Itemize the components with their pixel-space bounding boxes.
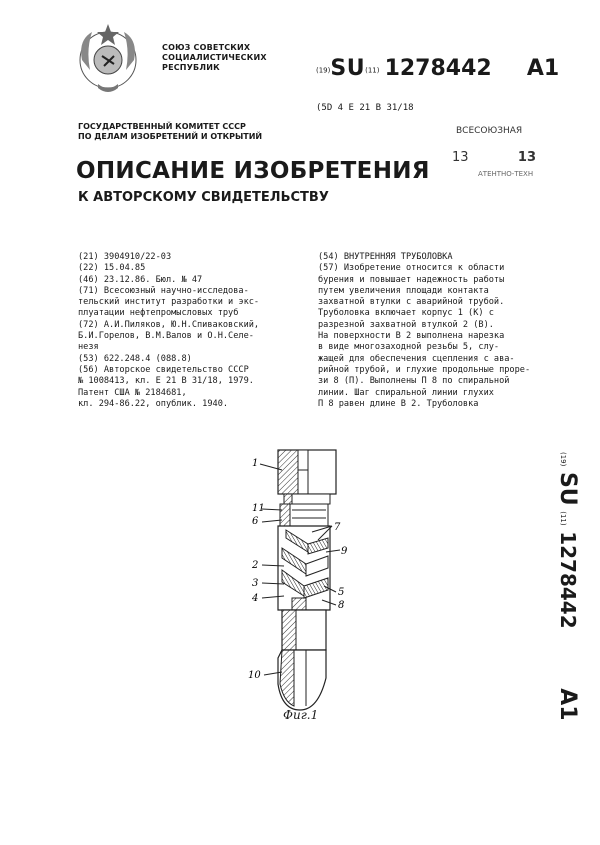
side-patent-number: 1278442 xyxy=(556,531,580,629)
committee-line: ПО ДЕЛАМ ИЗОБРЕТЕНИЙ И ОТКРЫТИЙ xyxy=(78,132,263,141)
document-title: ОПИСАНИЕ ИЗОБРЕТЕНИЯ xyxy=(76,158,430,184)
org-line: СОЦИАЛИСТИЧЕСКИХ xyxy=(162,53,267,62)
document-subtitle: К АВТОРСКОМУ СВИДЕТЕЛЬСТВУ xyxy=(78,190,329,205)
figure-label: 2 xyxy=(252,560,259,571)
committee-block xyxy=(78,122,262,142)
biblio-line: Б.И.Горелов, В.М.Валов и О.Н.Селе- xyxy=(78,331,254,342)
biblio-line: кл. 294-86.22, опублик. 1940. xyxy=(78,398,229,409)
stamp-right: 13 xyxy=(517,150,536,165)
abstract-line: разрезной захватной втулкой 2 (В). xyxy=(318,319,494,330)
committee-line: ГОСУДАРСТВЕННЫЙ КОМИТЕТ СССР xyxy=(78,122,246,131)
figure-label: 4 xyxy=(252,593,259,604)
inid-code-11: (11) xyxy=(365,66,380,75)
figure-label: 3 xyxy=(252,578,259,589)
stamp-bottom: АТЕНТНО-ТЕХН xyxy=(478,170,534,178)
biblio-line: незя xyxy=(78,342,99,353)
abstract-text xyxy=(318,252,558,410)
figure-label: 10 xyxy=(248,670,261,681)
bibliographic-data xyxy=(78,252,318,410)
library-stamp xyxy=(452,120,538,186)
abstract-line: рийной трубой, и глухие продольные проре- xyxy=(318,364,531,375)
vertical-patent-number xyxy=(540,452,580,721)
abstract-line: захватной втулки с аварийной трубой. xyxy=(318,297,505,308)
inid-code-19: (19) xyxy=(316,66,331,75)
country-block xyxy=(162,43,267,73)
biblio-line: плуатации нефтепромысловых труб xyxy=(78,308,239,319)
figure-label: 5 xyxy=(338,587,345,598)
biblio-line: (46) 23.12.86. Бюл. № 47 xyxy=(78,274,203,285)
figure-label: 7 xyxy=(334,522,341,533)
stamp-line: ВСЕСОЮЗНАЯ xyxy=(456,126,523,136)
country-code: SU xyxy=(330,56,366,81)
biblio-line: тельский институт разработки и экс- xyxy=(78,297,260,308)
biblio-line: (72) А.И.Пиляков, Ю.Н.Спиваковский, xyxy=(78,319,260,330)
technical-drawing xyxy=(248,448,358,714)
kind-code: A1 xyxy=(526,56,560,81)
biblio-line: (56) Авторское свидетельство СССР xyxy=(78,364,249,375)
abstract-line: (54) ВНУТРЕННЯЯ ТРУБОЛОВКА xyxy=(318,252,453,262)
side-inid-19: (19) xyxy=(559,452,567,467)
abstract-line: линии. Шаг спиральной линии глухих xyxy=(318,387,494,398)
side-kind-code: A1 xyxy=(555,688,580,721)
abstract-line: в виде многозаходной резьбы 5, слу- xyxy=(318,342,500,353)
figure-label: 1 xyxy=(252,458,259,469)
biblio-line: (71) Всесоюзный научно-исследова- xyxy=(78,285,249,296)
abstract-line: зи 8 (П). Выполнены П 8 по спиральной xyxy=(318,376,510,387)
abstract-line: жащей для обеспечения сцепления с ава- xyxy=(318,353,515,364)
side-inid-11: (11) xyxy=(559,511,567,526)
figure-label: 6 xyxy=(252,516,259,527)
abstract-line: путем увеличения площади контакта xyxy=(318,285,489,296)
stamp-left: 13 xyxy=(452,150,469,165)
ussr-emblem-icon xyxy=(70,20,146,96)
biblio-line: (53) 622.248.4 (088.8) xyxy=(78,353,192,364)
biblio-line: Патент США № 2184681, xyxy=(78,387,187,398)
figure-label: 8 xyxy=(338,600,345,611)
abstract-line: Труболовка включает корпус 1 (К) с xyxy=(318,308,494,319)
ipc-classification: (5D 4 E 21 B 31/18 xyxy=(316,103,414,113)
abstract-line: П 8 равен длине В 2. Труболовка xyxy=(318,398,479,409)
biblio-line: (22) 15.04.85 xyxy=(78,263,146,274)
figure-label: 11 xyxy=(252,503,265,514)
patent-number-header xyxy=(316,56,559,81)
org-line: СОЮЗ СОВЕТСКИХ xyxy=(162,43,251,52)
org-line: РЕСПУБЛИК xyxy=(162,63,220,72)
figure-caption: Фиг.1 xyxy=(283,708,319,722)
abstract-line: На поверхности В 2 выполнена нарезка xyxy=(318,331,505,342)
side-country-code: SU xyxy=(555,471,580,506)
patent-number: 1278442 xyxy=(384,56,492,81)
figure-label: 9 xyxy=(341,546,348,557)
abstract-line: бурения и повышает надежность работы xyxy=(318,274,505,285)
biblio-line: № 1008413, кл. Е 21 В 31/18, 1979. xyxy=(78,376,254,387)
abstract-line: (57) Изобретение относится к области xyxy=(318,263,505,274)
biblio-line: (21) 3904910/22-03 xyxy=(78,252,172,262)
